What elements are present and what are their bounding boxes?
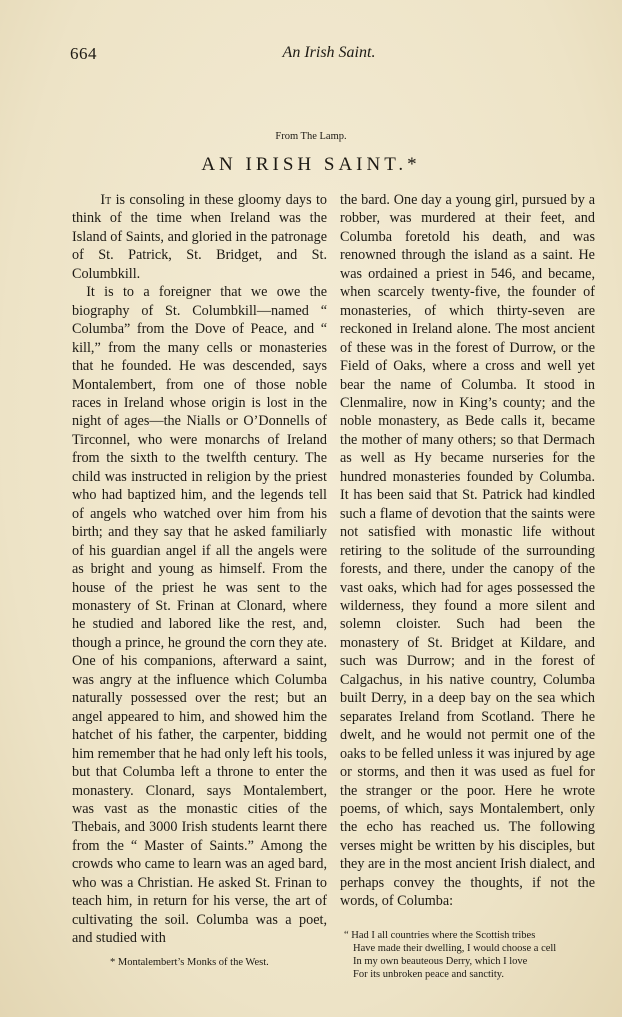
paragraph bbox=[72, 191, 327, 283]
page-number: 664 bbox=[70, 44, 97, 63]
footnote: * Montalembert’s Monks of the West. bbox=[110, 957, 269, 968]
poem-line: In my own beauteous Derry, which I love bbox=[353, 956, 528, 967]
page-header bbox=[70, 44, 588, 68]
paragraph: the bard. One day a young girl, pursued by a robber, was murdered at their feet, and Columba foretold his death, and was renowned through the island as a saint. He was ordained a priest in 546, and became, when scarcely twenty-five, the founder of monasteries, of which thirty-seven are reckoned in Ireland alone. The most ancient of these was in the forest of Durrow, or the Field of Oaks, where a cross and well yet bear the name of Columba. It stood in Clenmalire, now in King’s county; and the noble monastery, as Bede calls it, became the mother of many others; so that Dermach as well as Hy became nurseries for the hundred monasteries founded by Columba. It has been said that St. Patrick had kindled such a flame of devotion that the saints were not satisfied with monastic life without retiring to the solitude of the surrounding forests, and there, under the canopy of the vast oaks, which had for ages possessed the wilderness, they found a more silent and solemn cloister. Such had been the monastery of St. Bridget at Kildare, and such was Durrow; and in the forest of Calgachus, in his native country, Columba built Derry, in a deep bay on the sea which separates Ireland from Scotland. There he dwelt, and he would not permit one of the oaks to be felled unless it was injured by age or storms, and then it was used as fuel for the stranger or the poor. Here he wrote poems, of which, says Montalembert, only the echo has reached us. The following verses might be written by his disciples, but they are in the most ancient Irish dialect, and perhaps convey the thoughts, if not the words, of Columba: bbox=[340, 192, 595, 910]
source-line: From The Lamp. bbox=[275, 131, 347, 142]
poem-quote bbox=[344, 929, 602, 981]
left-column bbox=[72, 191, 327, 948]
poem-line: Have made their dwelling, I would choose a cell bbox=[353, 943, 557, 954]
poem-line: For its unbroken peace and sanctity. bbox=[353, 969, 504, 980]
running-title: An Irish Saint. bbox=[282, 44, 376, 61]
drop-word: It bbox=[100, 192, 112, 208]
right-column bbox=[340, 191, 595, 911]
paragraph: It is to a foreigner that we owe the biography of St. Columbkill—named “ Columba” from the Dove of Peace, and “ kill,” from the many cells or monasteries that he founded. He was descended, says Montalembert, from one of those noble races in Ireland whose origin is lost in the night of ages—the Nialls or O’Donnells of Tirconnel, who were monarchs of Ireland from the sixth to the twelfth century. The child was instructed in religion by the priest who had baptized him, and the legends tell of angels who watched over him from his birth; and they say that he asked familiarly of his guardian angel if all the angels were as bright and young as himself. From the house of the priest he was sent to the monastery of St. Frinan at Clonard, where he studied and labored like the rest, and, though a prince, he ground the corn they ate. One of his companions, afterward a saint, was angry at the influence which Columba naturally possessed over the rest; but an angel appeared to him, and showed him the hatchet of his father, the carpenter, bidding him remember that he had only left his tools, but that Columba left a throne to enter the monastery. Clonard, says Montalembert, was vast as the monastic cities of the Thebais, and 3000 Irish students learnt there from the “ Master of Saints.” Among the crowds who came to learn was an aged bard, who was a Christian. He asked St. Frinan to teach him, in return for his verse, the art of cultivating the soil. Columba was a poet, and studied with bbox=[72, 284, 327, 947]
paragraph-text: is consoling in these gloomy days to think of the time when Ireland was the Island of Saints, and gloried in the patronage of St. Patrick, St. Bridget, and St. Columbkill. bbox=[72, 192, 328, 282]
poem-line: “ Had I all countries where the Scottish tribes bbox=[344, 930, 536, 941]
article-title: AN IRISH SAINT.* bbox=[201, 154, 421, 175]
